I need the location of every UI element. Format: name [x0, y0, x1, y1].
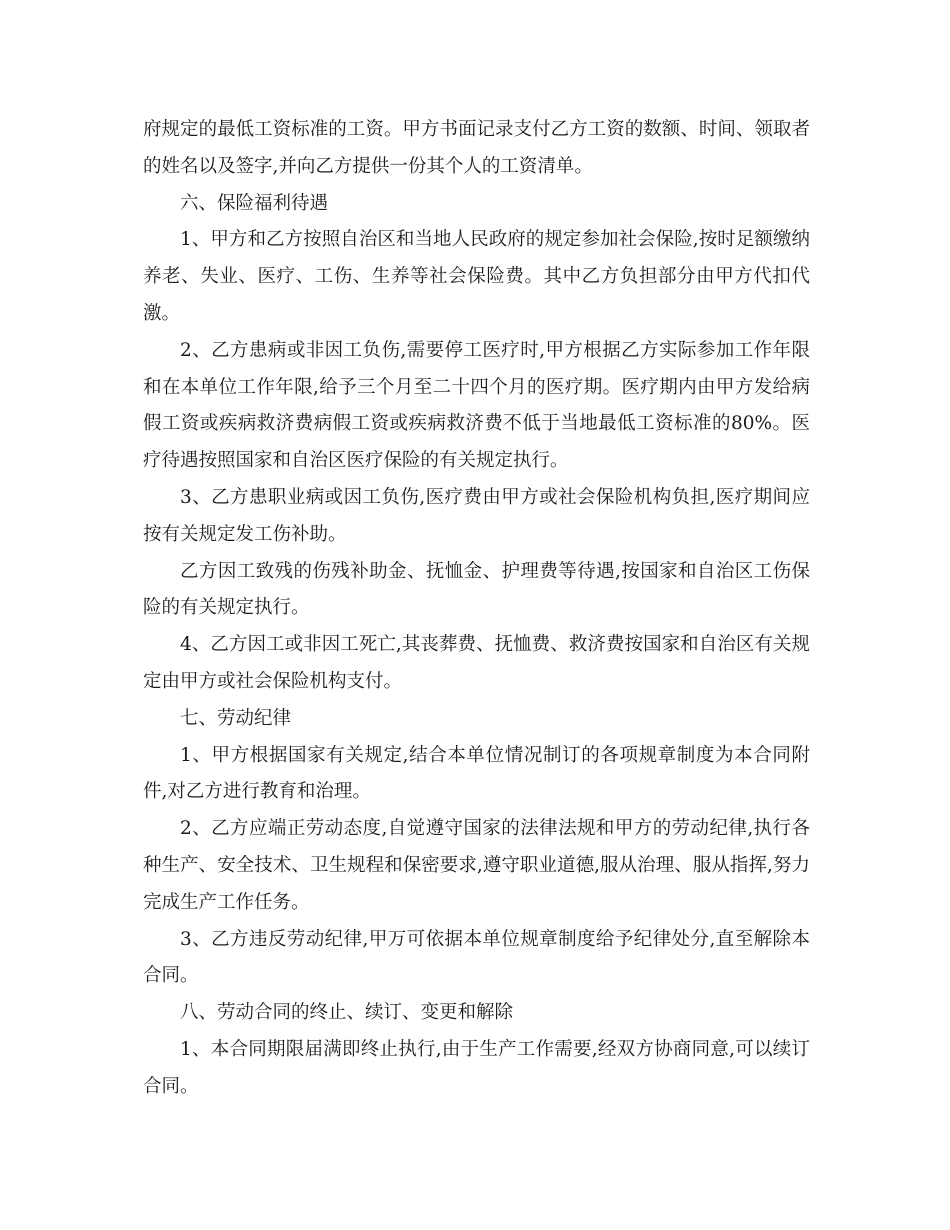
- paragraph-wage-continuation: 府规定的最低工资标准的工资。甲方书面记录支付乙方工资的数额、时间、领取者的姓名以及签字,并向乙方提供一份其个人的工资清单。: [143, 119, 810, 177]
- section-heading-insurance-welfare: 六、保险福利待遇: [180, 192, 329, 214]
- paragraph-death-benefits: 4、乙方因工或非因工死亡,其丧葬费、抚恤费、救济费按国家和自治区有关规定由甲方或社会保险机构支付。: [143, 634, 810, 692]
- paragraph-social-insurance: 1、甲方和乙方按照自治区和当地人民政府的规定参加社会保险,按时足额缴纳养老、失业、医疗、工伤、生养等社会保险费。其中乙方负担部分由甲方代扣代激。: [143, 229, 810, 324]
- section-heading-labor-discipline: 七、劳动纪律: [180, 707, 292, 729]
- paragraph-work-attitude: 2、乙方应端正劳动态度,自觉遵守国家的法律法规和甲方的劳动纪律,执行各种生产、安全技术、卫生规程和保密要求,遵守职业道德,服从治理、服从指挥,努力完成生产工作任务。: [143, 818, 810, 913]
- paragraph-occupational-injury: 3、乙方患职业病或因工负伤,医疗费由甲方或社会保险机构负担,医疗期间应按有关规定发工伤补助。: [143, 486, 810, 545]
- paragraph-disability-benefits: 乙方因工致残的伤残补助金、抚恤金、护理费等待遇,按国家和自治区工伤保险的有关规定执行。: [143, 560, 810, 619]
- document-body: [143, 112, 810, 1106]
- paragraph-discipline-violation: 3、乙方违反劳动纪律,甲万可依据本单位规章制度给予纪律处分,直至解除本合同。: [143, 928, 810, 987]
- paragraph-sick-leave: 2、乙方患病或非因工负伤,需要停工医疗时,甲方根据乙方实际参加工作年限和在本单位工作年限,给予三个月至二十四个月的医疗期。医疗期内由甲方发给病假工资或疾病救济费病假工资或疾病救济费不低于当地最低工资标准的80%。医疗待遇按照国家和自治区医疗保险的有关规定执行。: [143, 339, 810, 472]
- section-heading-contract-termination: 八、劳动合同的终止、续订、变更和解除: [180, 1002, 514, 1024]
- paragraph-contract-expiry: 1、本合同期限届满即终止执行,由于生产工作需要,经双方协商同意,可以续订合同。: [143, 1038, 810, 1097]
- paragraph-rules-regulations: 1、甲方根据国家有关规定,结合本单位情况制订的各项规章制度为本合同附件,对乙方进行教育和治理。: [143, 744, 810, 803]
